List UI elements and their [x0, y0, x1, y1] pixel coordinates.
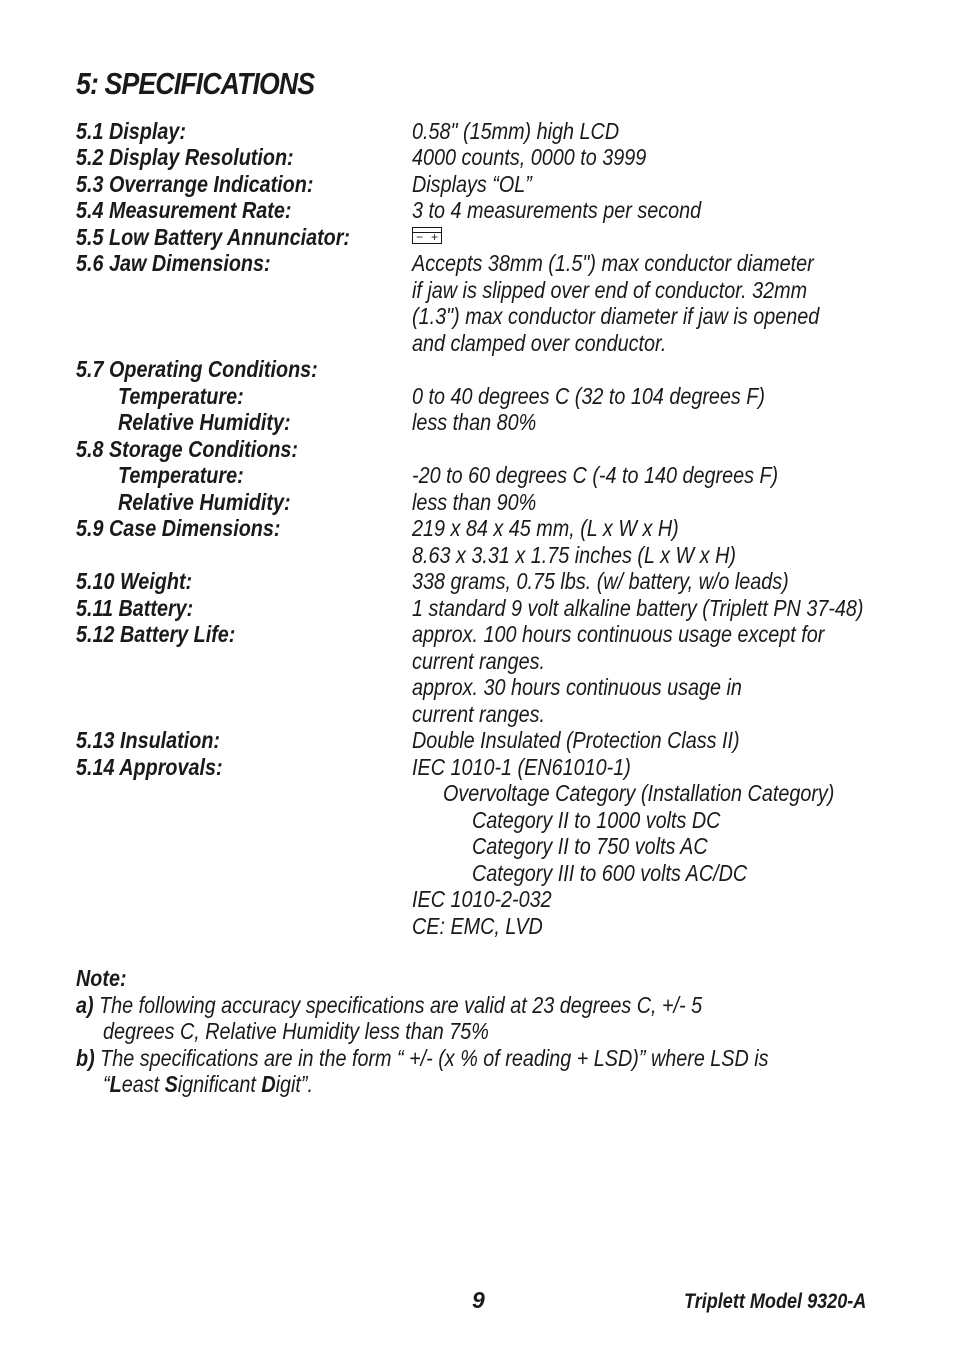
- note-b-ignificant: ignificant: [177, 1071, 262, 1097]
- spec-label-jaw: 5.6 Jaw Dimensions:: [76, 250, 271, 276]
- footer-model: Triplett Model 9320-A: [684, 1290, 867, 1313]
- note-b-S: S: [164, 1071, 178, 1097]
- spec-value-weight: 338 grams, 0.75 lbs. (w/ battery, w/o leads): [412, 568, 789, 594]
- spec-value-approvals-3: Category II to 1000 volts DC: [472, 807, 721, 833]
- spec-value-approvals-4: Category II to 750 volts AC: [472, 833, 708, 859]
- spec-value-rate: 3 to 4 measurements per second: [412, 197, 702, 223]
- spec-value-life-3: approx. 30 hours continuous usage in: [412, 674, 742, 700]
- spec-label-weight: 5.10 Weight:: [76, 568, 193, 594]
- note-b-igit: igit”.: [275, 1071, 314, 1097]
- note-b-D: D: [261, 1071, 276, 1097]
- spec-value-approvals-5: Category III to 600 volts AC/DC: [472, 860, 748, 886]
- spec-value-display: 0.58" (15mm) high LCD: [412, 118, 620, 144]
- spec-value-approvals-2: Overvoltage Category (Installation Category): [443, 780, 835, 806]
- note-a-line-1: [76, 992, 702, 1018]
- spec-value-approvals-6: IEC 1010-2-032: [412, 886, 552, 912]
- spec-value-life-2: current ranges.: [412, 648, 546, 674]
- note-b-marker: b): [76, 1045, 95, 1071]
- spec-label-resolution: 5.2 Display Resolution:: [76, 144, 294, 170]
- spec-label-insulation: 5.13 Insulation:: [76, 727, 220, 753]
- spec-label-display: 5.1 Display:: [76, 118, 186, 144]
- spec-label-st-temp: Temperature:: [118, 462, 244, 488]
- spec-value-op-hum: less than 80%: [412, 409, 537, 435]
- spec-value-jaw-2: if jaw is slipped over end of conductor. 32mm: [412, 277, 808, 303]
- spec-label-overrange: 5.3 Overrange Indication:: [76, 171, 314, 197]
- page-number: 9: [472, 1287, 485, 1313]
- spec-value-jaw-4: and clamped over conductor.: [412, 330, 667, 356]
- note-heading: Note:: [76, 965, 127, 991]
- spec-value-jaw-3: (1.3") max conductor diameter if jaw is opened: [412, 303, 820, 329]
- spec-label-operating: 5.7 Operating Conditions:: [76, 356, 318, 382]
- note-a-text-1: The following accuracy specifications are valid at 23 degrees C, +/- 5: [99, 992, 703, 1018]
- spec-value-resolution: 4000 counts, 0000 to 3999: [412, 144, 647, 170]
- spec-value-jaw-1: Accepts 38mm (1.5") max conductor diameter: [412, 250, 814, 276]
- spec-value-st-temp: -20 to 60 degrees C (-4 to 140 degrees F): [412, 462, 779, 488]
- spec-label-approvals: 5.14 Approvals:: [76, 754, 223, 780]
- spec-value-op-temp: 0 to 40 degrees C (32 to 104 degrees F): [412, 383, 765, 409]
- spec-value-approvals-7: CE: EMC, LVD: [412, 913, 543, 939]
- note-b-east: east: [121, 1071, 165, 1097]
- spec-value-case-2: 8.63 x 3.31 x 1.75 inches (L x W x H): [412, 542, 736, 568]
- note-b-line-1: [76, 1045, 769, 1071]
- note-a-marker: a): [76, 992, 94, 1018]
- note-b-text-1: The specifications are in the form “ +/- (x % of reading + LSD)” where LSD is: [100, 1045, 769, 1071]
- spec-label-st-hum: Relative Humidity:: [118, 489, 291, 515]
- spec-label-op-hum: Relative Humidity:: [118, 409, 291, 435]
- spec-label-case: 5.9 Case Dimensions:: [76, 515, 281, 541]
- spec-value-battery: 1 standard 9 volt alkaline battery (Triplett PN 37-48): [412, 595, 864, 621]
- spec-label-battery: 5.11 Battery:: [76, 595, 194, 621]
- spec-value-life-1: approx. 100 hours continuous usage except for: [412, 621, 825, 647]
- note-a-text-2: degrees C, Relative Humidity less than 75%: [103, 1018, 489, 1044]
- spec-label-lowbatt: 5.5 Low Battery Annunciator:: [76, 224, 351, 250]
- note-b-quote: “: [103, 1071, 110, 1097]
- spec-value-insulation: Double Insulated (Protection Class II): [412, 727, 740, 753]
- spec-label-storage: 5.8 Storage Conditions:: [76, 436, 299, 462]
- spec-value-st-hum: less than 90%: [412, 489, 537, 515]
- note-b-L: L: [109, 1071, 122, 1097]
- spec-label-rate: 5.4 Measurement Rate:: [76, 197, 292, 223]
- spec-label-life: 5.12 Battery Life:: [76, 621, 236, 647]
- spec-value-life-4: current ranges.: [412, 701, 546, 727]
- spec-value-approvals-1: IEC 1010-1 (EN61010-1): [412, 754, 631, 780]
- spec-value-case-1: 219 x 84 x 45 mm, (L x W x H): [412, 515, 679, 541]
- spec-value-overrange: Displays “OL”: [412, 171, 532, 197]
- spec-label-op-temp: Temperature:: [118, 383, 244, 409]
- battery-icon: − +: [412, 227, 442, 244]
- page-title: 5: SPECIFICATIONS: [76, 66, 315, 101]
- note-b-line-2: [103, 1071, 313, 1097]
